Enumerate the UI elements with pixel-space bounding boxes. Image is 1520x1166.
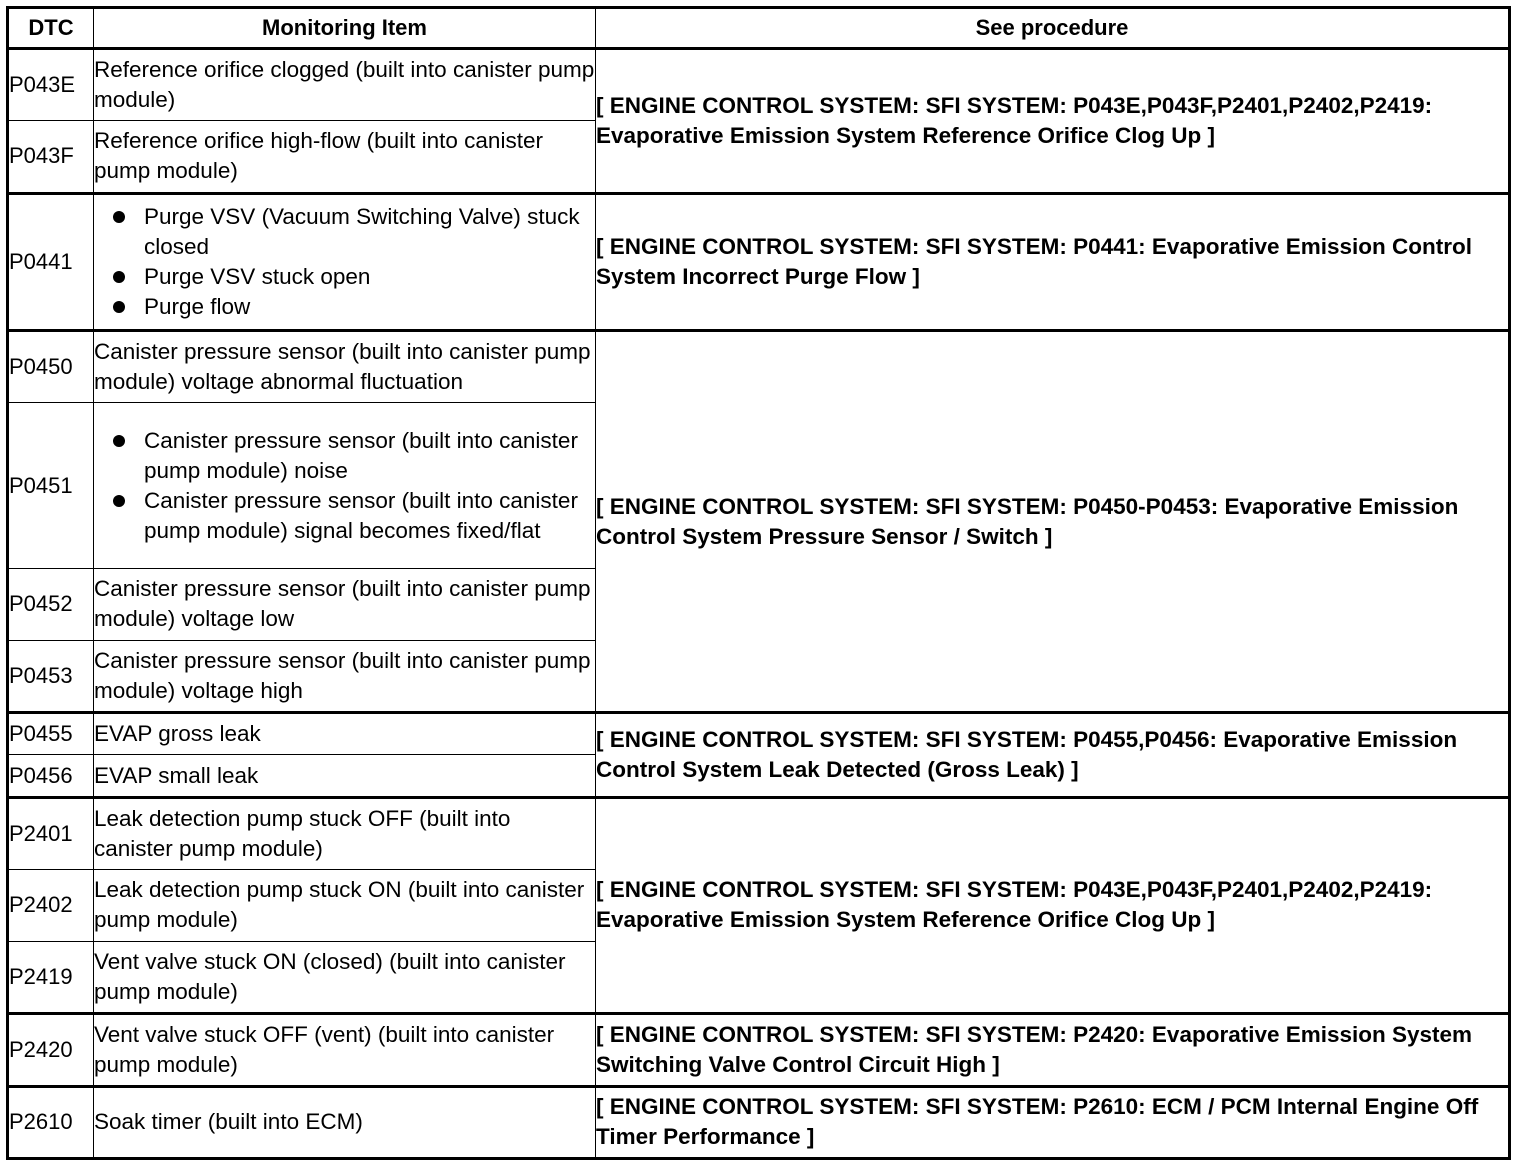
table-row bbox=[8, 713, 1510, 755]
bullet-icon bbox=[113, 435, 125, 447]
bullet-text: Purge flow bbox=[144, 293, 251, 319]
monitoring-item: Reference orifice clogged (built into canister pump module) bbox=[94, 49, 596, 121]
procedure-link[interactable]: [ ENGINE CONTROL SYSTEM: SFI SYSTEM: P0450-P0453: Evaporative Emission Control System Pressure Sensor / Switch ] bbox=[596, 330, 1510, 712]
procedure-link[interactable]: [ ENGINE CONTROL SYSTEM: SFI SYSTEM: P0441: Evaporative Emission Control System Incorrect Purge Flow ] bbox=[596, 193, 1510, 330]
dtc-code: P2402 bbox=[8, 869, 94, 941]
dtc-code: P0456 bbox=[8, 755, 94, 797]
procedure-link[interactable]: [ ENGINE CONTROL SYSTEM: SFI SYSTEM: P2610: ECM / PCM Internal Engine Off Timer Performance ] bbox=[596, 1086, 1510, 1158]
monitoring-item: Canister pressure sensor (built into canister pump module) voltage low bbox=[94, 568, 596, 640]
dtc-code: P0441 bbox=[8, 193, 94, 330]
procedure-link[interactable]: [ ENGINE CONTROL SYSTEM: SFI SYSTEM: P2420: Evaporative Emission System Switching Valve Control Circuit High ] bbox=[596, 1014, 1510, 1086]
dtc-code: P2419 bbox=[8, 942, 94, 1014]
dtc-table bbox=[6, 6, 1511, 1160]
bullet-text: Canister pressure sensor (built into canister pump module) signal becomes fixed/flat bbox=[144, 487, 578, 543]
list-item bbox=[94, 292, 595, 322]
bullet-text: Purge VSV (Vacuum Switching Valve) stuck closed bbox=[144, 203, 580, 259]
dtc-code: P0455 bbox=[8, 713, 94, 755]
bullet-icon bbox=[113, 495, 125, 507]
dtc-code: P0453 bbox=[8, 641, 94, 713]
header-dtc: DTC bbox=[8, 8, 94, 49]
monitoring-item bbox=[94, 403, 596, 569]
dtc-code: P043F bbox=[8, 121, 94, 193]
dtc-code: P0451 bbox=[8, 403, 94, 569]
monitoring-item: Reference orifice high-flow (built into canister pump module) bbox=[94, 121, 596, 193]
bullet-text: Canister pressure sensor (built into canister pump module) noise bbox=[144, 427, 578, 483]
dtc-code: P2420 bbox=[8, 1014, 94, 1086]
monitoring-item: Soak timer (built into ECM) bbox=[94, 1086, 596, 1158]
procedure-link[interactable]: [ ENGINE CONTROL SYSTEM: SFI SYSTEM: P0455,P0456: Evaporative Emission Control System Leak Detected (Gross Leak) ] bbox=[596, 713, 1510, 797]
monitoring-item: Leak detection pump stuck ON (built into canister pump module) bbox=[94, 869, 596, 941]
bullet-list bbox=[94, 202, 595, 322]
header-see-procedure: See procedure bbox=[596, 8, 1510, 49]
header-monitoring-item: Monitoring Item bbox=[94, 8, 596, 49]
bullet-list bbox=[94, 426, 595, 546]
dtc-code: P0450 bbox=[8, 330, 94, 402]
procedure-link[interactable]: [ ENGINE CONTROL SYSTEM: SFI SYSTEM: P043E,P043F,P2401,P2402,P2419: Evaporative Emission System Reference Orifice Clog Up ] bbox=[596, 49, 1510, 194]
bullet-text: Purge VSV stuck open bbox=[144, 263, 371, 289]
table-row bbox=[8, 330, 1510, 402]
table-row bbox=[8, 797, 1510, 869]
list-item bbox=[94, 262, 595, 292]
dtc-code: P2610 bbox=[8, 1086, 94, 1158]
monitoring-item: EVAP gross leak bbox=[94, 713, 596, 755]
bullet-icon bbox=[113, 211, 125, 223]
monitoring-item: Canister pressure sensor (built into canister pump module) voltage high bbox=[94, 641, 596, 713]
bullet-icon bbox=[113, 301, 125, 313]
monitoring-item: EVAP small leak bbox=[94, 755, 596, 797]
monitoring-item bbox=[94, 193, 596, 330]
procedure-link[interactable]: [ ENGINE CONTROL SYSTEM: SFI SYSTEM: P043E,P043F,P2401,P2402,P2419: Evaporative Emission System Reference Orifice Clog Up ] bbox=[596, 797, 1510, 1014]
dtc-code: P0452 bbox=[8, 568, 94, 640]
table-row bbox=[8, 193, 1510, 330]
monitoring-item: Leak detection pump stuck OFF (built into canister pump module) bbox=[94, 797, 596, 869]
list-item bbox=[94, 202, 595, 262]
list-item bbox=[94, 486, 595, 546]
monitoring-item: Vent valve stuck OFF (vent) (built into canister pump module) bbox=[94, 1014, 596, 1086]
dtc-code: P043E bbox=[8, 49, 94, 121]
bullet-icon bbox=[113, 271, 125, 283]
dtc-code: P2401 bbox=[8, 797, 94, 869]
table-row bbox=[8, 1086, 1510, 1158]
list-item bbox=[94, 426, 595, 486]
table-row bbox=[8, 1014, 1510, 1086]
table-row bbox=[8, 49, 1510, 121]
monitoring-item: Vent valve stuck ON (closed) (built into canister pump module) bbox=[94, 942, 596, 1014]
header-row bbox=[8, 8, 1510, 49]
monitoring-item: Canister pressure sensor (built into canister pump module) voltage abnormal fluctuation bbox=[94, 330, 596, 402]
